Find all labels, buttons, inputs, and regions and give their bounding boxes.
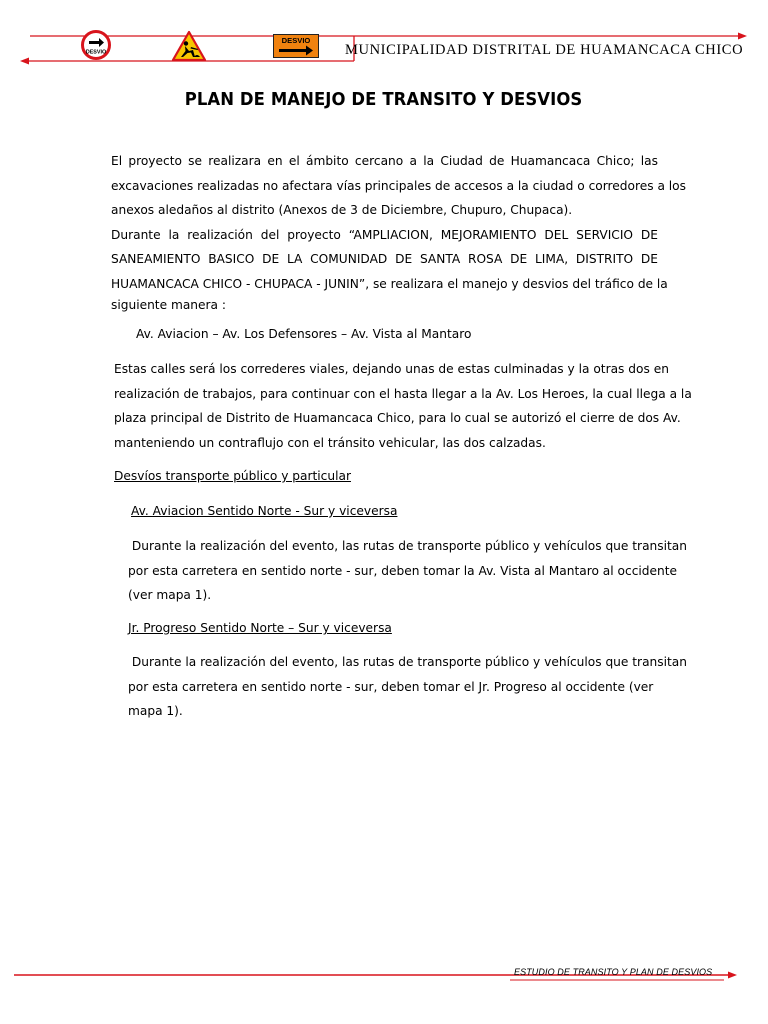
subsection-line: (ver mapa 1). — [128, 588, 212, 602]
subsection-line: Durante la realización del evento, las rutas de transporte público y vehículos que transitan — [128, 539, 687, 553]
roadwork-sign-icon — [171, 30, 207, 62]
subsection-line: Durante la realización del evento, las rutas de transporte público y vehículos que transitan — [128, 655, 687, 669]
intro-line: HUAMANCACA CHICO - CHUPACA - JUNIN”, se realizara el manejo y desvios del tráfico de la — [111, 276, 668, 291]
no-entry-sign-icon — [80, 30, 112, 60]
streets-line: Estas calles será los correderes viales, dejando unas de estas culminadas y la otras dos en — [114, 362, 669, 376]
streets-line: manteniendo un contraflujo con el tránsito vehicular, las dos calzadas. — [114, 435, 546, 450]
subsection-line: por esta carretera en sentido norte - sur, deben tomar la Av. Vista al Mantaro al occidente — [128, 563, 678, 578]
subsection-paragraph — [128, 650, 687, 724]
subsection-paragraph — [128, 534, 687, 608]
intro-line: anexos aledaños al distrito (Anexos de 3 de Diciembre, Chupuro, Chupaca). — [111, 203, 573, 217]
header-title: MUNICIPALIDAD DISTRITAL DE HUAMANCACA CHICO — [345, 42, 744, 58]
header-decoration — [0, 0, 768, 80]
detour-sign-label: DESVIO — [281, 36, 311, 45]
subsection-line: mapa 1). — [128, 704, 183, 718]
intro-paragraph — [111, 149, 686, 314]
no-entry-sign-label: DESVIO — [85, 49, 107, 56]
streets-line: plaza principal de Distrito de Huamancaca Chico, para lo cual se autorizó el cierre de dos Av. — [114, 411, 681, 425]
subsection-heading: Jr. Progreso Sentido Norte – Sur y viceversa — [128, 621, 392, 635]
subsection-heading: Av. Aviacion Sentido Norte - Sur y viceversa — [131, 504, 398, 518]
intro-line: El proyecto se realizara en el ámbito cercano a la Ciudad de Huamancaca Chico; las — [111, 154, 658, 168]
intro-line: Durante la realización del proyecto “AMPLIACION, MEJORAMIENTO DEL SERVICIO DE — [111, 227, 658, 242]
footer-text: ESTUDIO DE TRANSITO Y PLAN DE DESVIOS — [514, 967, 713, 977]
document-title: PLAN DE MANEJO DE TRANSITO Y DESVIOS — [185, 90, 583, 110]
detour-sign-icon — [273, 34, 319, 58]
streets-paragraph — [114, 357, 692, 455]
routes-line: Av. Aviacion – Av. Los Defensores – Av. Vista al Mantaro — [136, 327, 472, 341]
intro-line: excavaciones realizadas no afectara vías principales de accesos a la ciudad o corredores a los — [111, 178, 686, 193]
section-heading: Desvíos transporte público y particular — [114, 469, 351, 483]
streets-line: realización de trabajos, para continuar con el hasta llegar a la Av. Los Heroes, la cual llega a la — [114, 386, 692, 401]
intro-line: siguiente manera : — [111, 298, 226, 312]
subsection-line: por esta carretera en sentido norte - sur, deben tomar el Jr. Progreso al occidente (ver — [128, 679, 654, 694]
intro-line: SANEAMIENTO BASICO DE LA COMUNIDAD DE SANTA ROSA DE LIMA, DISTRITO DE — [111, 252, 658, 266]
